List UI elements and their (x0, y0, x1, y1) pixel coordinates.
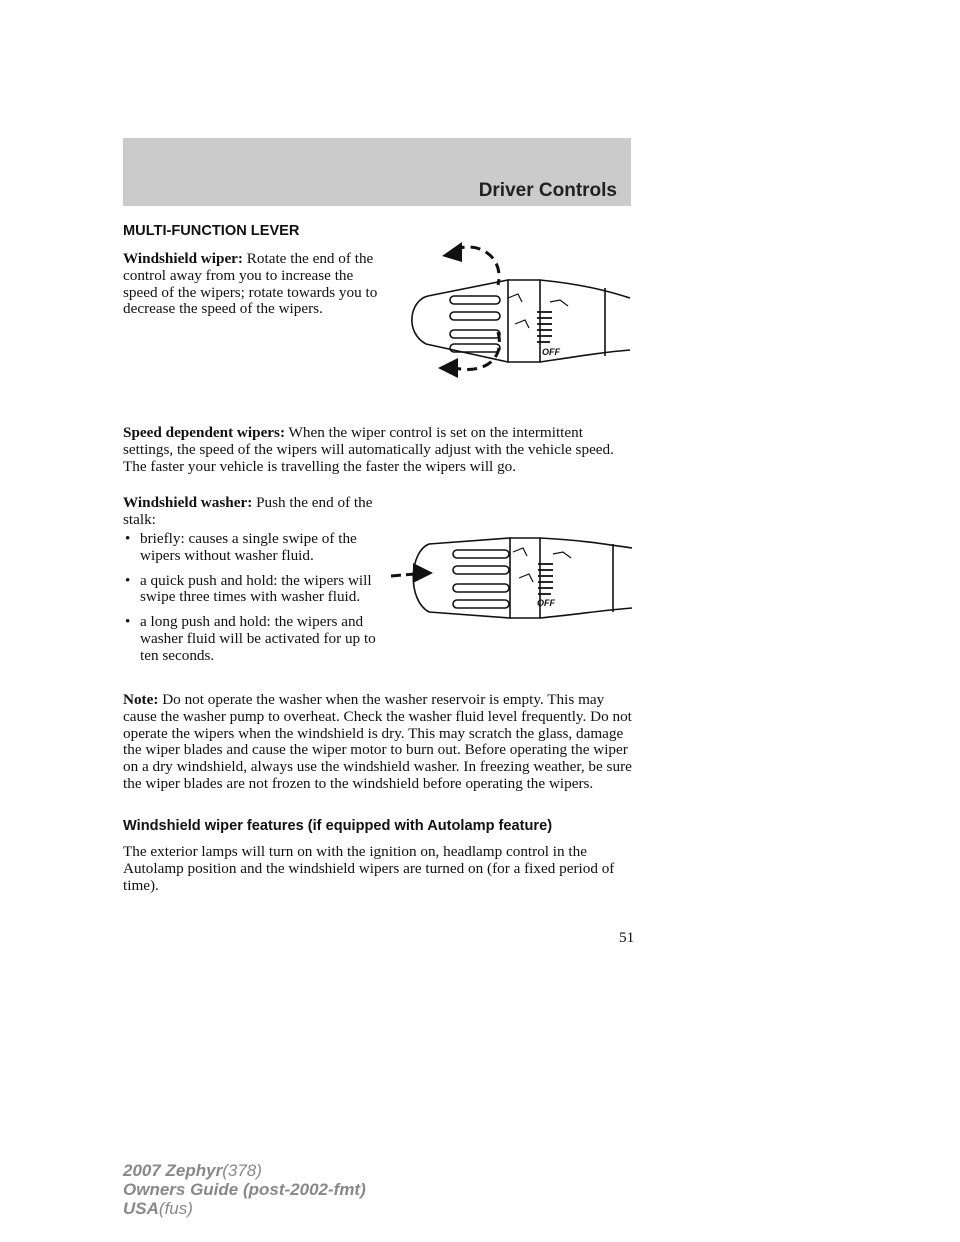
note-label: Note: (123, 691, 159, 708)
section-heading: MULTI-FUNCTION LEVER (123, 223, 300, 239)
header-band (123, 138, 631, 206)
list-item: • a quick push and hold: the wipers will swipe three times with washer fluid. (125, 571, 372, 606)
list-item: • briefly: causes a single swipe of the wipers without washer fluid. (125, 530, 357, 564)
washer-push-illustration (385, 530, 635, 630)
footer-line-1: 2007 Zephyr(378) (123, 1161, 262, 1180)
windshield-washer-paragraph (123, 495, 385, 529)
note-text: Do not operate the washer when the washer reservoir is empty. This may cause the washer pump to overheat. Check the washer fluid level frequently. Do not operate the wipers when the windshield is dry. This may scratch the glass, damage the wiper blades and cause the wiper motor to burn out. Before operating the wiper on a dry windshield, always use the windshield washer. In freezing weather, be sure the wiper blades are not frozen to the windshield before operating the wipers. (123, 691, 632, 792)
windshield-wiper-label: Windshield wiper: (123, 250, 243, 267)
features-heading: Windshield wiper features (if equipped with Autolamp feature) (123, 818, 553, 834)
bullet-icon: • (125, 571, 131, 589)
page-number: 51 (619, 929, 635, 946)
bullet-icon: • (125, 530, 131, 547)
speed-dependent-paragraph (123, 425, 633, 475)
windshield-washer-text: Push the end of the stalk: (123, 494, 373, 528)
features-paragraph: The exterior lamps will turn on with the ignition on, headlamp control in the Autolamp position and the windshield wipers are turned on (for a fixed period of time). (123, 843, 615, 894)
footer-line-2: Owners Guide (post-2002-fmt) (123, 1180, 366, 1199)
list-item: • a long push and hold: the wipers and washer fluid will be activated for up to ten seconds. (125, 613, 376, 664)
footer (123, 1161, 366, 1218)
windshield-wiper-text: Rotate the end of the control away from you to increase the speed of the wipers; rotate towards you to decrease the speed of the wipers. (123, 250, 378, 318)
page-section-title: Driver Controls (478, 180, 617, 201)
speed-dependent-label: Speed dependent wipers: (123, 424, 286, 441)
speed-dependent-text: When the wiper control is set on the intermittent settings, the speed of the wipers will automatically adjust with the vehicle speed. The faster your vehicle is travelling the faster the wipers will go. (123, 424, 614, 475)
wiper-symbol-icon (513, 548, 571, 582)
note-paragraph (123, 692, 633, 793)
bullet-icon: • (125, 613, 131, 631)
footer-line-3: USA(fus) (123, 1199, 193, 1218)
windshield-wiper-paragraph (123, 251, 385, 318)
wiper-rotate-illustration (400, 240, 635, 380)
windshield-washer-label: Windshield washer: (123, 494, 253, 511)
wiper-symbol-icon (508, 294, 568, 328)
off-label-2: OFF (537, 598, 555, 608)
off-label-1: OFF (542, 347, 560, 357)
washer-bullets (123, 531, 385, 673)
